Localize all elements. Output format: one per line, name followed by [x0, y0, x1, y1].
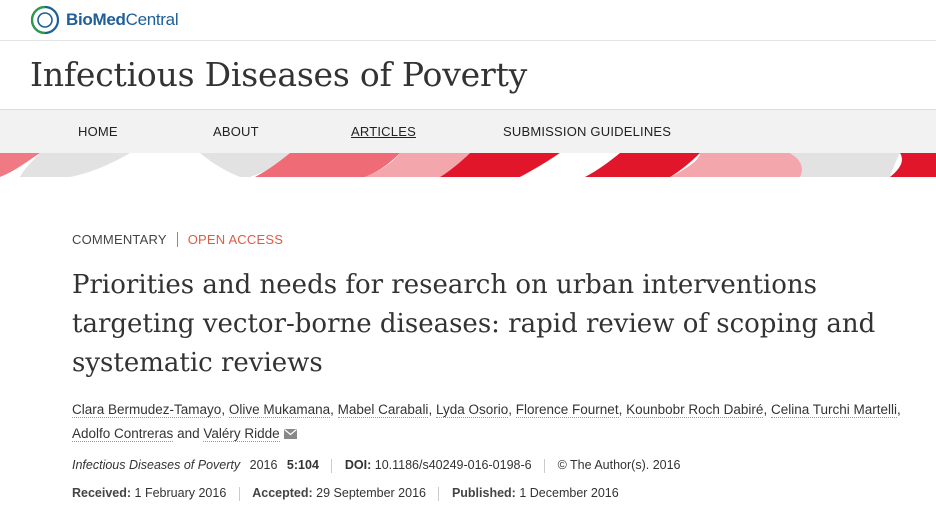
- logo-bio: BioMed: [66, 10, 126, 29]
- author-link[interactable]: Adolfo Contreras: [72, 426, 174, 441]
- author-link[interactable]: Celina Turchi Martelli: [770, 402, 897, 417]
- accepted-date: 29 September 2016: [316, 486, 426, 500]
- published-date: 1 December 2016: [519, 486, 619, 500]
- copyright: © The Author(s). 2016: [557, 458, 681, 472]
- received-label: Received:: [72, 486, 132, 500]
- author-link[interactable]: Clara Bermudez-Tamayo: [72, 402, 222, 417]
- nav-about[interactable]: ABOUT: [213, 124, 259, 139]
- citation-journal: Infectious Diseases of Poverty: [72, 458, 241, 472]
- accepted-label: Accepted:: [252, 486, 313, 500]
- author-link[interactable]: Mabel Carabali: [337, 402, 429, 417]
- author-link[interactable]: Florence Fournet: [515, 402, 619, 417]
- published-label: Published:: [451, 486, 516, 500]
- author-list: Clara Bermudez-Tamayo, Olive Mukamana, Mabel Carabali, Lyda Osorio, Florence Fournet, Kounbobr Roch Dabiré, Celina Turchi Martelli, Adolfo Contreras and Valéry Ridde: [72, 402, 901, 441]
- divider: [239, 487, 240, 501]
- received-date: 1 February 2016: [134, 486, 227, 500]
- and-conjunction: and: [177, 426, 200, 441]
- journal-header: [0, 41, 936, 109]
- author-link[interactable]: Valéry Ridde: [203, 426, 280, 441]
- biomed-central-logo[interactable]: [30, 5, 178, 35]
- logo-wordmark: [66, 10, 178, 30]
- nav-submission-guidelines[interactable]: SUBMISSION GUIDELINES: [503, 124, 672, 139]
- article-type: COMMENTARY: [72, 232, 178, 247]
- top-bar: [0, 0, 936, 41]
- journal-title[interactable]: Infectious Diseases of Poverty: [30, 55, 528, 94]
- main-nav: [0, 109, 936, 154]
- doi-label: DOI:: [344, 458, 372, 472]
- divider: [331, 459, 332, 473]
- doi-link[interactable]: 10.1186/s40249-016-0198-6: [374, 458, 532, 472]
- author-link[interactable]: Lyda Osorio: [435, 402, 509, 417]
- biomed-central-logo-icon: [30, 5, 60, 35]
- logo-central: Central: [125, 10, 179, 29]
- author-link[interactable]: Olive Mukamana: [228, 402, 331, 417]
- author-link[interactable]: Kounbobr Roch Dabiré: [626, 402, 764, 417]
- article-meta: [72, 228, 902, 250]
- article-dates: [72, 486, 619, 501]
- divider: [438, 487, 439, 501]
- citation-line: [72, 458, 681, 473]
- citation-volume: 5:104: [286, 458, 319, 472]
- email-icon[interactable]: [284, 429, 297, 439]
- nav-home[interactable]: HOME: [78, 124, 118, 139]
- decorative-banner: [0, 153, 936, 177]
- nav-articles[interactable]: ARTICLES: [351, 124, 416, 139]
- citation-year: 2016: [249, 458, 278, 472]
- article-header: [72, 228, 902, 500]
- article-title: Priorities and needs for research on urban interventions targeting vector-borne diseases: rapid review of scoping and systematic reviews: [72, 270, 876, 378]
- banner-wave-graphic: [0, 153, 936, 177]
- divider: [544, 459, 545, 473]
- open-access-badge[interactable]: OPEN ACCESS: [187, 231, 284, 247]
